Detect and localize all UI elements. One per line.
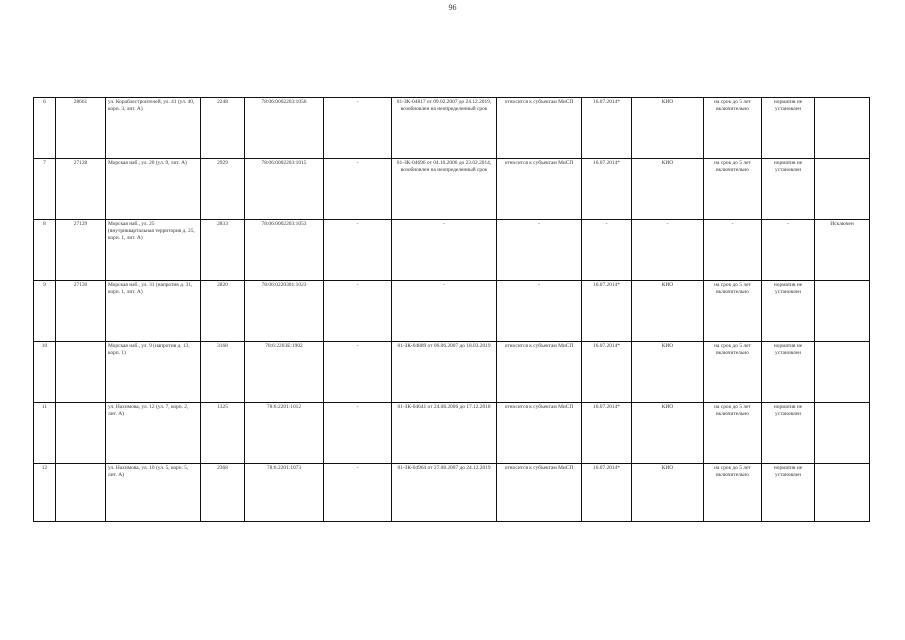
row-number-cell: 10	[34, 342, 56, 403]
document-cell: 01-ЗК-04964 от 27.08.2007 до 24.12.2019	[392, 464, 497, 522]
term-cell: на срок до 5 лет включительно	[704, 342, 762, 403]
relation-cell: относится к субъектам МиСП	[497, 342, 582, 403]
cadastral-number-cell: 78:06:0002203:1015	[245, 159, 324, 220]
note-cell	[815, 403, 870, 464]
registry-number-cell	[56, 403, 106, 464]
note-cell	[815, 464, 870, 522]
date-cell: 16.07.2014*	[582, 281, 632, 342]
table-row	[34, 98, 870, 159]
relation-cell: относится к субъектам МиСП	[497, 464, 582, 522]
registry-number-cell	[56, 464, 106, 522]
relation-cell: относится к субъектам МиСП	[497, 403, 582, 464]
empty-dash-cell: -	[324, 159, 392, 220]
date-cell: 16.07.2014*	[582, 159, 632, 220]
registry-number-cell: 27129	[56, 220, 106, 281]
code-cell: 1325	[201, 403, 245, 464]
registry-number-cell: 28661	[56, 98, 106, 159]
norm-cell: норматив не установлен	[762, 342, 815, 403]
term-cell: на срок до 5 лет включительно	[704, 281, 762, 342]
registry-number-cell: 27128	[56, 159, 106, 220]
relation-cell: -	[497, 220, 582, 281]
code-cell: 2820	[201, 281, 245, 342]
note-cell	[815, 342, 870, 403]
term-cell: -	[704, 220, 762, 281]
term-cell: на срок до 5 лет включительно	[704, 403, 762, 464]
date-cell: 16.07.2014*	[582, 403, 632, 464]
date-cell: 16.07.2014*	[582, 98, 632, 159]
document-cell: 01-ЗК-04889 от 06.06.2007 до 18.03.2019	[392, 342, 497, 403]
date-cell: 16.07.2014*	[582, 464, 632, 522]
term-cell: на срок до 5 лет включительно	[704, 464, 762, 522]
registry-number-cell: 27130	[56, 281, 106, 342]
cadastral-number-cell: 78:6:2203Е:1902	[245, 342, 324, 403]
empty-dash-cell: -	[324, 281, 392, 342]
category-cell: КИО	[632, 403, 704, 464]
relation-cell: -	[497, 281, 582, 342]
note-cell	[815, 159, 870, 220]
row-number-cell: 8	[34, 220, 56, 281]
norm-cell: -	[762, 220, 815, 281]
date-cell: 16.07.2014*	[582, 342, 632, 403]
row-number-cell: 12	[34, 464, 56, 522]
code-cell: 2248	[201, 98, 245, 159]
category-cell: КИО	[632, 281, 704, 342]
address-cell: ул. Нахимова, ул. 10 (ул. 5, корп. 5, лит. А)	[106, 464, 201, 522]
address-cell: Морская наб., ул. 9 (напротив д. 13, корп. 1)	[106, 342, 201, 403]
code-cell: 3168	[201, 342, 245, 403]
address-cell: ул. Кораблестроителей, ул. 41 (ул. 40, корп. 3, лит. А)	[106, 98, 201, 159]
norm-cell: норматив не установлен	[762, 403, 815, 464]
table-row	[34, 342, 870, 403]
address-cell: Морская наб., ул. 31 (напротив д. 31, корп. 1, лит. А)	[106, 281, 201, 342]
term-cell: на срок до 5 лет включительно	[704, 98, 762, 159]
category-cell: КИО	[632, 159, 704, 220]
table-row	[34, 220, 870, 281]
address-cell: Морская наб., ул. 20 (ул. 9, лит. А)	[106, 159, 201, 220]
cadastral-number-cell: 78:6:2201:1012	[245, 403, 324, 464]
code-cell: 2833	[201, 220, 245, 281]
address-cell: Морская наб., ул. 25 (внутриквартальная территория д. 25, корп. 1, лит. А)	[106, 220, 201, 281]
document-cell: -	[392, 220, 497, 281]
norm-cell: норматив не установлен	[762, 281, 815, 342]
document-cell: 01-ЗК-04696 от 04.10.2006 до 23.02.2014, возобновлен на неопределенный срок	[392, 159, 497, 220]
note-cell: Исключен	[815, 220, 870, 281]
empty-dash-cell: -	[324, 98, 392, 159]
table-row	[34, 281, 870, 342]
table-row	[34, 464, 870, 522]
row-number-cell: 6	[34, 98, 56, 159]
empty-dash-cell: -	[324, 220, 392, 281]
category-cell: -	[632, 220, 704, 281]
document-cell: 01-ЗК-04641 от 24.08.2006 до 17.12.2018	[392, 403, 497, 464]
registry-table	[33, 97, 870, 522]
note-cell	[815, 98, 870, 159]
cadastral-number-cell: 78:06:0002203:1056	[245, 98, 324, 159]
page-number: 96	[448, 3, 457, 12]
registry-number-cell	[56, 342, 106, 403]
empty-dash-cell: -	[324, 342, 392, 403]
category-cell: КИО	[632, 98, 704, 159]
cadastral-number-cell: 78:06:0220301:1023	[245, 281, 324, 342]
empty-dash-cell: -	[324, 403, 392, 464]
document-cell: 01-ЗК-04817 от 09.02.2007 до 24.12.2019, возобновлен на неопределенный срок	[392, 98, 497, 159]
norm-cell: норматив не установлен	[762, 159, 815, 220]
relation-cell: относится к субъектам МиСП	[497, 159, 582, 220]
category-cell: КИО	[632, 464, 704, 522]
date-cell: -	[582, 220, 632, 281]
table-row	[34, 403, 870, 464]
cadastral-number-cell: 78:06:0002203:1053	[245, 220, 324, 281]
table-row	[34, 159, 870, 220]
note-cell	[815, 281, 870, 342]
relation-cell: относится к субъектам МиСП	[497, 98, 582, 159]
address-cell: ул. Нахимова, ул. 12 (ул. 7, корп. 2, лит. А)	[106, 403, 201, 464]
norm-cell: норматив не установлен	[762, 464, 815, 522]
norm-cell: норматив не установлен	[762, 98, 815, 159]
document-cell: -	[392, 281, 497, 342]
cadastral-number-cell: 78:6:2201:1073	[245, 464, 324, 522]
empty-dash-cell: -	[324, 464, 392, 522]
row-number-cell: 9	[34, 281, 56, 342]
row-number-cell: 7	[34, 159, 56, 220]
row-number-cell: 11	[34, 403, 56, 464]
term-cell: на срок до 5 лет включительно	[704, 159, 762, 220]
code-cell: 2368	[201, 464, 245, 522]
category-cell: КИО	[632, 342, 704, 403]
code-cell: 2929	[201, 159, 245, 220]
